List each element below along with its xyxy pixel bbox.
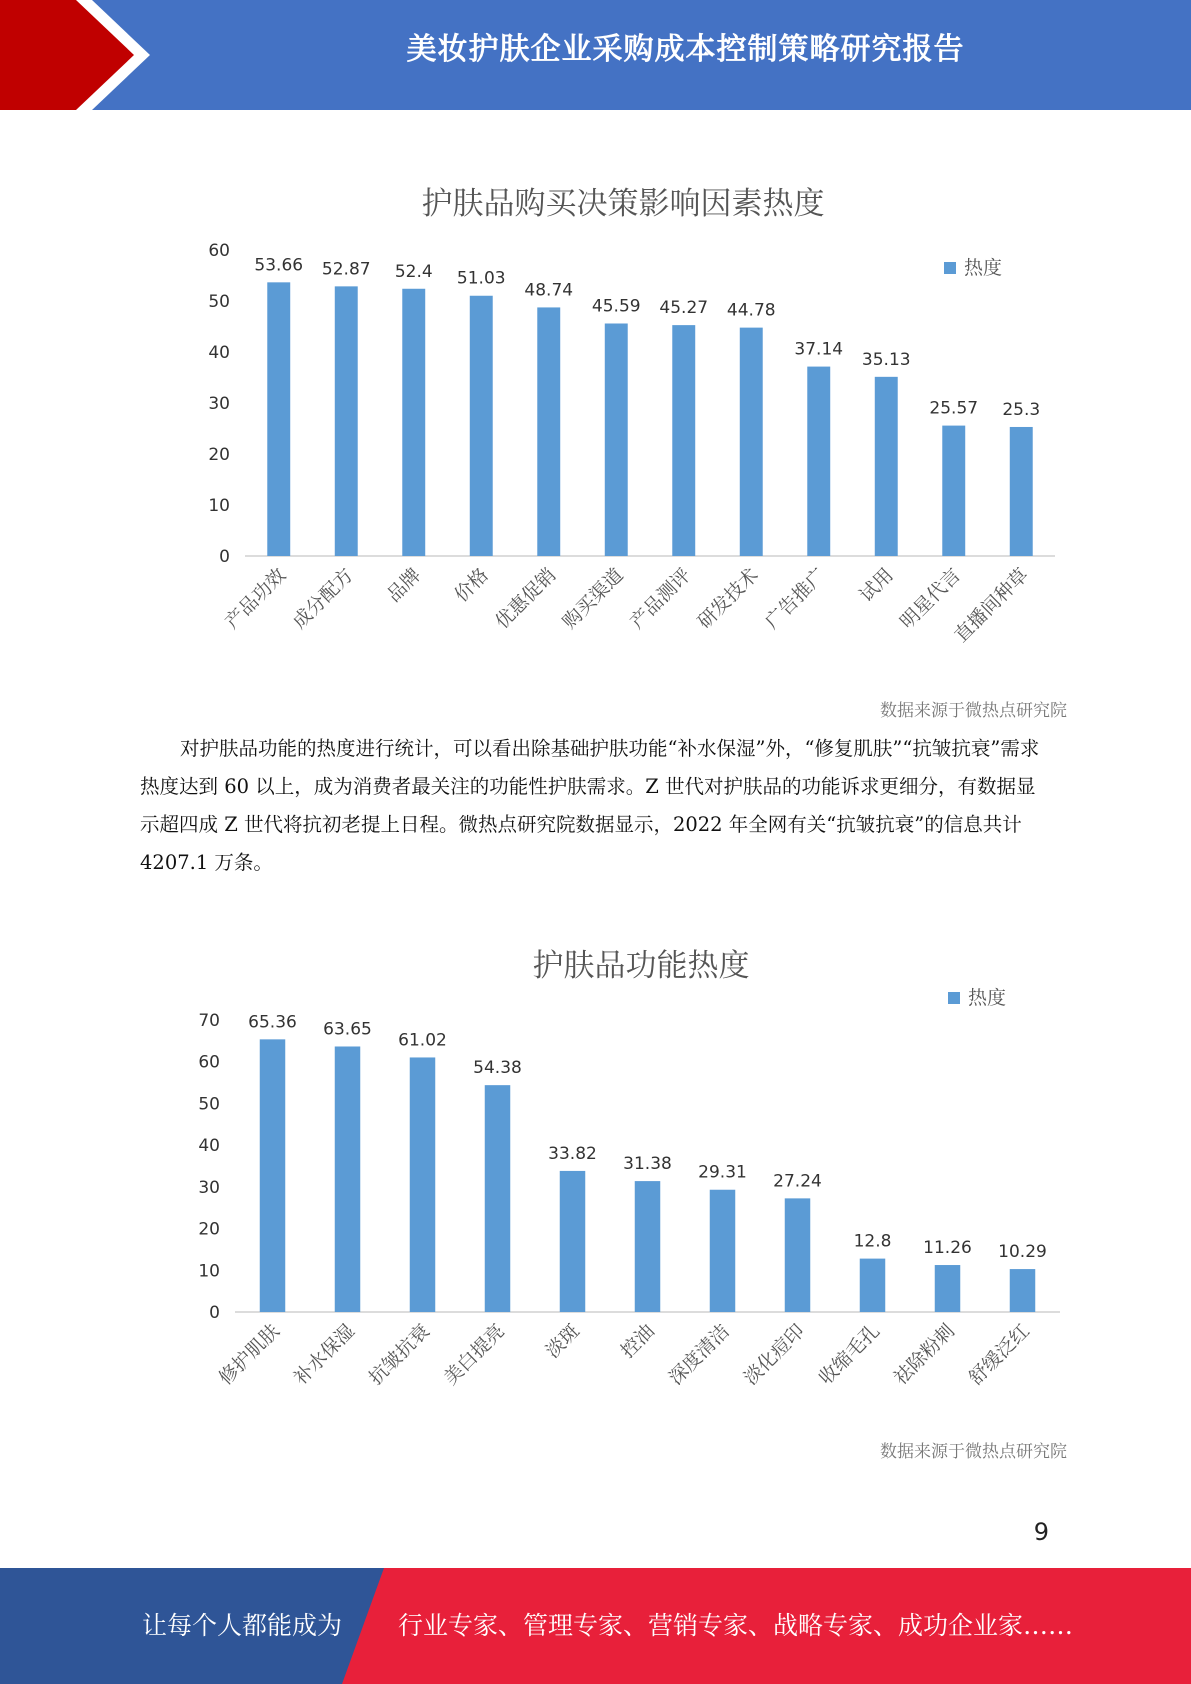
y-tick-label: 20	[208, 445, 230, 465]
data-label: 51.03	[456, 268, 506, 289]
bar-8	[785, 1198, 811, 1312]
category-label: 补水保湿	[289, 1319, 360, 1390]
data-label: 44.78	[726, 300, 776, 321]
data-label: 54.38	[473, 1058, 522, 1079]
y-tick-label: 10	[208, 496, 230, 516]
chart-title: 护肤品功能热度	[532, 948, 750, 984]
category-label: 深度清洁	[664, 1319, 735, 1390]
bar-11	[942, 426, 965, 556]
bar-6	[635, 1181, 661, 1312]
category-label: 舒缓泛红	[964, 1319, 1035, 1390]
data-label: 52.4	[394, 261, 433, 282]
category-label: 购买渠道	[558, 563, 628, 634]
data-label: 10.29	[998, 1242, 1047, 1263]
y-tick-label: 30	[208, 394, 230, 414]
bar-10	[875, 377, 898, 556]
category-label: 价格	[450, 563, 493, 607]
category-label: 淡化痘印	[739, 1319, 810, 1390]
data-label: 37.14	[794, 339, 844, 360]
chart-2-source: 数据来源于微热点研究院	[880, 1442, 1067, 1462]
data-label: 48.74	[524, 280, 574, 301]
category-label: 美白提亮	[439, 1319, 510, 1390]
y-tick-label: 40	[208, 343, 230, 363]
data-label: 35.13	[861, 349, 911, 370]
footer-tagline: 行业专家、管理专家、营销专家、战略专家、成功企业家……	[398, 1611, 1074, 1640]
data-label: 45.27	[659, 298, 709, 319]
y-tick-label: 10	[198, 1261, 220, 1282]
bar-9	[807, 367, 830, 556]
chart-decision-factors-svg	[0, 170, 1191, 680]
y-tick-label: 70	[198, 1011, 220, 1031]
bar-11	[1010, 1269, 1036, 1312]
category-label: 研发技术	[693, 563, 763, 634]
data-label: 25.3	[1002, 399, 1041, 420]
category-label: 产品功效	[220, 563, 291, 634]
data-label: 27.24	[773, 1171, 822, 1192]
chart-function-heat-svg	[0, 940, 1191, 1430]
y-tick-label: 0	[219, 547, 230, 567]
legend-label: 热度	[964, 257, 1003, 279]
data-label: 63.65	[323, 1019, 372, 1040]
data-label: 52.87	[321, 259, 371, 280]
data-label: 29.31	[698, 1162, 747, 1183]
bar-7	[672, 325, 695, 556]
chart-title: 护肤品购买决策影响因素热度	[421, 186, 825, 222]
category-label: 直播间种草	[950, 563, 1033, 647]
bar-4	[485, 1085, 511, 1312]
category-label: 祛除粉刺	[889, 1319, 960, 1390]
y-tick-label: 60	[198, 1052, 220, 1073]
category-label: 明星代言	[895, 563, 966, 634]
y-tick-label: 50	[198, 1094, 220, 1115]
header-banner	[0, 0, 1191, 110]
page-number: 9	[1033, 1518, 1049, 1546]
bar-2	[335, 1046, 361, 1312]
bar-8	[740, 328, 763, 556]
bar-3	[402, 289, 425, 556]
legend-swatch	[948, 992, 960, 1004]
bar-1	[267, 282, 290, 556]
category-label: 抗皱抗衰	[364, 1319, 435, 1390]
footer-slogan: 让每个人都能成为	[142, 1611, 343, 1640]
category-label: 品牌	[382, 563, 426, 607]
bar-7	[710, 1190, 736, 1312]
data-label: 31.38	[623, 1154, 672, 1175]
data-label: 33.82	[548, 1143, 597, 1164]
legend-label: 热度	[968, 987, 1007, 1009]
chart-1-source: 数据来源于微热点研究院	[880, 701, 1067, 721]
y-tick-label: 20	[198, 1219, 220, 1240]
bar-4	[470, 296, 493, 556]
chart-function-heat	[0, 940, 1191, 1434]
category-label: 淡斑	[541, 1319, 585, 1363]
y-tick-label: 0	[209, 1303, 220, 1323]
data-label: 45.59	[591, 296, 641, 317]
body-paragraph: 对护肤品功能的热度进行统计，可以看出除基础护肤功能“补水保湿”外，“修复肌肤”“抗皱抗衰”需求热度达到 60 以上，成为消费者最关注的功能性护肤需求。Z 世代对护肤品的功能诉求更细分，有数据显示超四成 Z 世代将抗初老提上日程。微热点研究院数据显示，2022 年全网有关“抗皱抗衰”的信息共计 4207.1 万条。	[140, 737, 1040, 874]
bar-10	[935, 1265, 961, 1312]
data-label: 53.66	[254, 255, 304, 276]
y-tick-label: 50	[208, 292, 230, 312]
category-label: 广告推广	[760, 563, 831, 634]
chart-decision-factors	[0, 170, 1191, 684]
bar-6	[605, 323, 628, 556]
data-label: 61.02	[398, 1030, 447, 1051]
bar-1	[260, 1039, 286, 1312]
data-label: 11.26	[923, 1238, 972, 1259]
bar-2	[335, 286, 358, 556]
data-label: 25.57	[929, 398, 979, 419]
bar-9	[860, 1259, 886, 1312]
category-label: 试用	[855, 563, 898, 607]
category-label: 优惠促销	[490, 563, 561, 634]
legend-swatch	[944, 262, 956, 274]
data-label: 12.8	[853, 1231, 892, 1252]
footer-banner	[0, 1568, 1191, 1684]
category-label: 控油	[616, 1319, 660, 1363]
bar-12	[1010, 427, 1033, 556]
bar-5	[537, 307, 560, 556]
y-tick-label: 60	[208, 241, 230, 261]
category-label: 成分配方	[288, 563, 358, 634]
data-label: 65.36	[248, 1012, 297, 1033]
bar-5	[560, 1171, 586, 1312]
y-tick-label: 40	[198, 1136, 220, 1157]
category-label: 产品测评	[625, 563, 696, 634]
bar-3	[410, 1057, 436, 1312]
category-label: 修护肌肤	[214, 1319, 285, 1390]
y-tick-label: 30	[198, 1177, 220, 1198]
report-title: 美妆护肤企业采购成本控制策略研究报告	[406, 32, 965, 67]
category-label: 收缩毛孔	[814, 1319, 885, 1390]
